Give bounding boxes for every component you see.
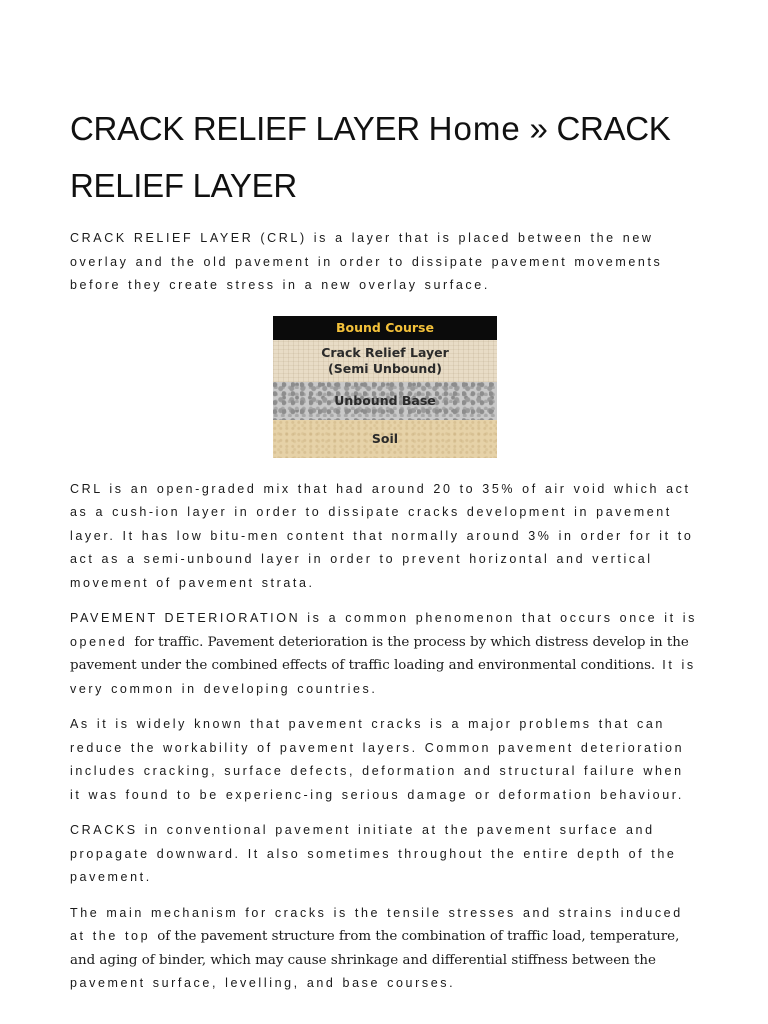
title-main: CRACK RELIEF LAYER bbox=[70, 110, 420, 147]
layer-bound-course-label: Bound Course bbox=[336, 319, 434, 335]
layer-bound-course bbox=[273, 316, 497, 340]
layer-crack-relief-label: Crack Relief Layer bbox=[321, 344, 449, 360]
mechanism-text-a: The main mechanism for cracks is the tensile stresses and strains induced at the top bbox=[70, 905, 683, 943]
layer-soil-label: Soil bbox=[371, 430, 399, 446]
breadcrumb-home-link[interactable]: Home bbox=[428, 110, 521, 147]
intro-paragraph: CRACK RELIEF LAYER (CRL) is a layer that is placed between the new overlay and the old pavement in order to dissipate pavement movements before they create stress in a new overlay surface. bbox=[70, 231, 663, 292]
deterioration-text-b: for traffic. Pavement deterioration is the process by which distress develop in the pavement under the combined effects of traffic loading and environmental conditions. bbox=[70, 634, 689, 673]
breadcrumb-current: CRACK RELIEF LAYER bbox=[70, 110, 671, 204]
mechanism-text-c: pavement surface, levelling, and base courses. bbox=[70, 976, 456, 990]
layer-crack-relief bbox=[273, 340, 497, 382]
breadcrumb-separator: » bbox=[529, 110, 548, 147]
layer-unbound-base-label: Unbound Base bbox=[334, 392, 436, 408]
crl-paragraph: CRL is an open-graded mix that had around 20 to 35% of air void which act as a cush-ion layer in order to dissipate cracks development in pavement layer. It has low bitu-men content that normally around 3% in order for it to act as a semi-unbound layer in order to prevent horizontal and vertical movement of pavement strata. bbox=[70, 481, 694, 590]
cracks-conventional-paragraph: CRACKS in conventional pavement initiate at the pavement surface and propagate downward. It also sometimes throughout the entire depth of the pavement. bbox=[70, 823, 677, 884]
layer-crack-relief-sublabel: (Semi Unbound) bbox=[328, 360, 442, 376]
mechanism-text-b: of the pavement structure from the combination of traffic load, temperature, and aging of binder, which may cause shrinkage and differential stiffness between the bbox=[70, 929, 680, 968]
layer-unbound-base bbox=[273, 382, 497, 420]
pavement-layers-figure bbox=[273, 316, 497, 458]
page-title bbox=[70, 100, 700, 214]
deterioration-text-c: It is very common in developing countries. bbox=[70, 658, 696, 696]
deterioration-paragraph bbox=[70, 607, 700, 701]
mechanism-paragraph bbox=[70, 902, 700, 996]
deterioration-text-a: PAVEMENT DETERIORATION is a common phenomenon that occurs once it is opened bbox=[70, 611, 698, 649]
cracks-known-paragraph: As it is widely known that pavement cracks is a major problems that can reduce the workability of pavement layers. Common pavement deterioration includes cracking, surface defects, deformation and structural failure when it was found to be experienc-ing serious damage or deformation behaviour. bbox=[70, 717, 685, 802]
layer-soil bbox=[273, 420, 497, 458]
document-page bbox=[70, 100, 700, 996]
